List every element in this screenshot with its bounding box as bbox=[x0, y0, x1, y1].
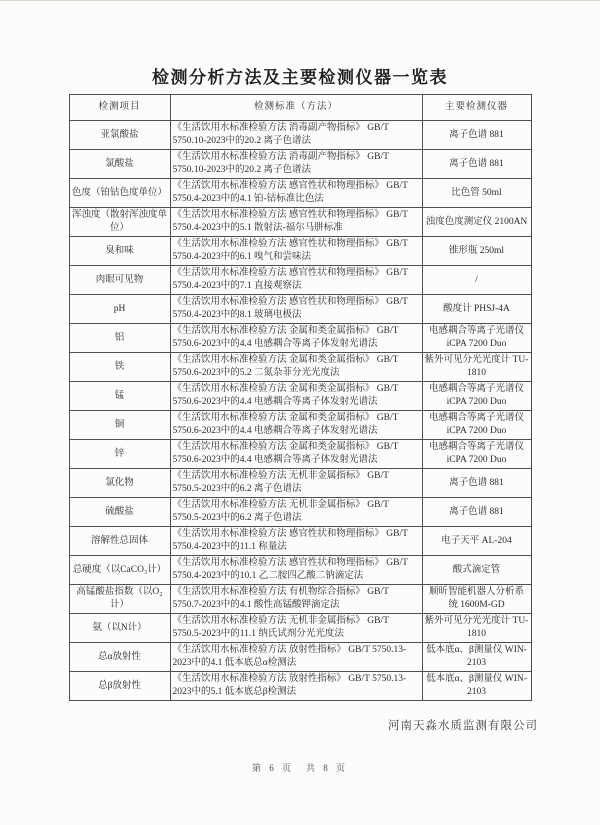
cell-instrument: 电感耦合等离子光谱仪 iCPA 7200 Duo bbox=[422, 324, 531, 353]
cell-method: 《生活饮用水标准检验方法 感官性状和物理指标》 GB/T 5750.4-2023中的4.1 铂-钴标准比色法 bbox=[170, 179, 422, 208]
table-row bbox=[69, 411, 531, 440]
cell-method: 《生活饮用水标准检验方法 金属和类金属指标》 GB/T 5750.6-2023中的4.4 电感耦合等离子体发射光谱法 bbox=[170, 382, 422, 411]
cell-instrument: 酸式滴定管 bbox=[422, 556, 531, 585]
cell-instrument: 离子色谱 881 bbox=[422, 121, 531, 150]
cell-item: 肉眼可见物 bbox=[69, 266, 170, 295]
cell-method: 《生活饮用水标准检验方法 金属和类金属指标》 GB/T 5750.6-2023中的4.4 电感耦合等离子体发射光谱法 bbox=[170, 324, 422, 353]
table-row bbox=[69, 440, 531, 469]
cell-item: 锰 bbox=[69, 382, 170, 411]
table-row bbox=[69, 208, 531, 237]
cell-item: pH bbox=[69, 295, 170, 324]
header-main-instrument: 主要检测仪器 bbox=[422, 95, 531, 121]
cell-item: 亚氯酸盐 bbox=[69, 121, 170, 150]
table-body bbox=[69, 121, 531, 701]
cell-item: 溶解性总固体 bbox=[69, 527, 170, 556]
cell-method: 《生活饮用水标准检验方法 金属和类金属指标》 GB/T 5750.6-2023中的4.4 电感耦合等离子体发射光谱法 bbox=[170, 411, 422, 440]
cell-instrument: 低本底α、β测量仪 WIN-2103 bbox=[422, 643, 531, 672]
cell-method: 《生活饮用水标准检验方法 消毒副产物指标》 GB/T 5750.10-2023中的20.2 离子色谱法 bbox=[170, 150, 422, 179]
cell-instrument: 酸度计 PHSJ-4A bbox=[422, 295, 531, 324]
cell-item: 铁 bbox=[69, 353, 170, 382]
page-number: 第 6 页 共 8 页 bbox=[251, 763, 348, 773]
cell-instrument: 低本底α、β测量仪 WIN-2103 bbox=[422, 672, 531, 701]
cell-item: 总硬度（以CaCO₃计） bbox=[69, 556, 170, 585]
cell-item: 铝 bbox=[69, 324, 170, 353]
cell-method: 《生活饮用水标准检验方法 感官性状和物理指标》 GB/T 5750.4-2023中的10.1 乙二胺四乙酸二钠滴定法 bbox=[170, 556, 422, 585]
table-row bbox=[69, 150, 531, 179]
table-row bbox=[69, 614, 531, 643]
table-row bbox=[69, 672, 531, 701]
cell-item: 总β放射性 bbox=[69, 672, 170, 701]
cell-method: 《生活饮用水标准检验方法 感官性状和物理指标》 GB/T 5750.4-2023中的8.1 玻璃电极法 bbox=[170, 295, 422, 324]
cell-item: 氯化物 bbox=[69, 469, 170, 498]
table-row bbox=[69, 121, 531, 150]
cell-instrument: 紫外可见分光光度计 TU-1810 bbox=[422, 614, 531, 643]
table-row bbox=[69, 353, 531, 382]
cell-method: 《生活饮用水标准检验方法 金属和类金属指标》 GB/T 5750.6-2023中的5.2 二氮杂菲分光光度法 bbox=[170, 353, 422, 382]
cell-instrument: 电感耦合等离子光谱仪 iCPA 7200 Duo bbox=[422, 411, 531, 440]
table-row bbox=[69, 498, 531, 527]
table-row bbox=[69, 237, 531, 266]
company-name: 河南天淼水质监测有限公司 bbox=[388, 720, 538, 732]
table-row bbox=[69, 643, 531, 672]
cell-item: 硫酸盐 bbox=[69, 498, 170, 527]
cell-instrument: / bbox=[422, 266, 531, 295]
cell-instrument: 离子色谱 881 bbox=[422, 469, 531, 498]
methods-table bbox=[69, 94, 532, 701]
table-row bbox=[69, 556, 531, 585]
header-test-standard: 检测标准（方法） bbox=[170, 95, 422, 121]
cell-item: 总α放射性 bbox=[69, 643, 170, 672]
cell-instrument: 顺昕智能机器人分析系统 1600M-GD bbox=[422, 585, 531, 614]
cell-instrument: 电感耦合等离子光谱仪 iCPA 7200 Duo bbox=[422, 382, 531, 411]
page-title: 检测分析方法及主要检测仪器一览表 bbox=[152, 68, 448, 87]
cell-instrument: 比色管 50ml bbox=[422, 179, 531, 208]
cell-instrument: 电感耦合等离子光谱仪 iCPA 7200 Duo bbox=[422, 440, 531, 469]
cell-instrument: 离子色谱 881 bbox=[422, 498, 531, 527]
cell-method: 《生活饮用水标准检验方法 有机物综合指标》 GB/T 5750.7-2023中的4.1 酸性高锰酸钾滴定法 bbox=[170, 585, 422, 614]
table-row bbox=[69, 266, 531, 295]
cell-item: 铜 bbox=[69, 411, 170, 440]
cell-method: 《生活饮用水标准检验方法 金属和类金属指标》 GB/T 5750.6-2023中的4.4 电感耦合等离子体发射光谱法 bbox=[170, 440, 422, 469]
table-header-row bbox=[69, 95, 531, 121]
cell-method: 《生活饮用水标准检验方法 无机非金属指标》 GB/T 5750.5-2023中的11.1 纳氏试剂分光光度法 bbox=[170, 614, 422, 643]
table-row bbox=[69, 179, 531, 208]
cell-method: 《生活饮用水标准检验方法 感官性状和物理指标》 GB/T 5750.4-2023中的5.1 散射法-福尔马肼标准 bbox=[170, 208, 422, 237]
cell-method: 《生活饮用水标准检验方法 感官性状和物理指标》 GB/T 5750.4-2023中的7.1 直接观察法 bbox=[170, 266, 422, 295]
cell-item: 氨（以N计） bbox=[69, 614, 170, 643]
cell-method: 《生活饮用水标准检验方法 无机非金属指标》 GB/T 5750.5-2023中的6.2 离子色谱法 bbox=[170, 469, 422, 498]
table-row bbox=[69, 382, 531, 411]
cell-item: 锌 bbox=[69, 440, 170, 469]
cell-item: 色度（铂钴色度单位） bbox=[69, 179, 170, 208]
header-test-item: 检测项目 bbox=[69, 95, 170, 121]
table-row bbox=[69, 469, 531, 498]
cell-instrument: 紫外可见分光光度计 TU-1810 bbox=[422, 353, 531, 382]
cell-method: 《生活饮用水标准检验方法 放射性指标》 GB/T 5750.13-2023中的5.1 低本底总β检测法 bbox=[170, 672, 422, 701]
cell-method: 《生活饮用水标准检验方法 无机非金属指标》 GB/T 5750.5-2023中的6.2 离子色谱法 bbox=[170, 498, 422, 527]
cell-item: 氯酸盐 bbox=[69, 150, 170, 179]
cell-instrument: 离子色谱 881 bbox=[422, 150, 531, 179]
table-row bbox=[69, 295, 531, 324]
cell-method: 《生活饮用水标准检验方法 感官性状和物理指标》 GB/T 5750.4-2023中的6.1 嗅气和尝味法 bbox=[170, 237, 422, 266]
cell-item: 臭和味 bbox=[69, 237, 170, 266]
table-row bbox=[69, 324, 531, 353]
cell-instrument: 浊度色度测定仪 2100AN bbox=[422, 208, 531, 237]
table-row bbox=[69, 527, 531, 556]
table-row bbox=[69, 585, 531, 614]
cell-instrument: 锥形瓶 250ml bbox=[422, 237, 531, 266]
cell-method: 《生活饮用水标准检验方法 感官性状和物理指标》 GB/T 5750.4-2023中的11.1 称量法 bbox=[170, 527, 422, 556]
cell-method: 《生活饮用水标准检验方法 放射性指标》 GB/T 5750.13-2023中的4.1 低本底总α检测法 bbox=[170, 643, 422, 672]
cell-instrument: 电子天平 AL-204 bbox=[422, 527, 531, 556]
cell-method: 《生活饮用水标准检验方法 消毒副产物指标》 GB/T 5750.10-2023中的20.2 离子色谱法 bbox=[170, 121, 422, 150]
cell-item: 浑浊度（散射浑浊度单位） bbox=[69, 208, 170, 237]
cell-item: 高锰酸盐指数（以O₂计） bbox=[69, 585, 170, 614]
